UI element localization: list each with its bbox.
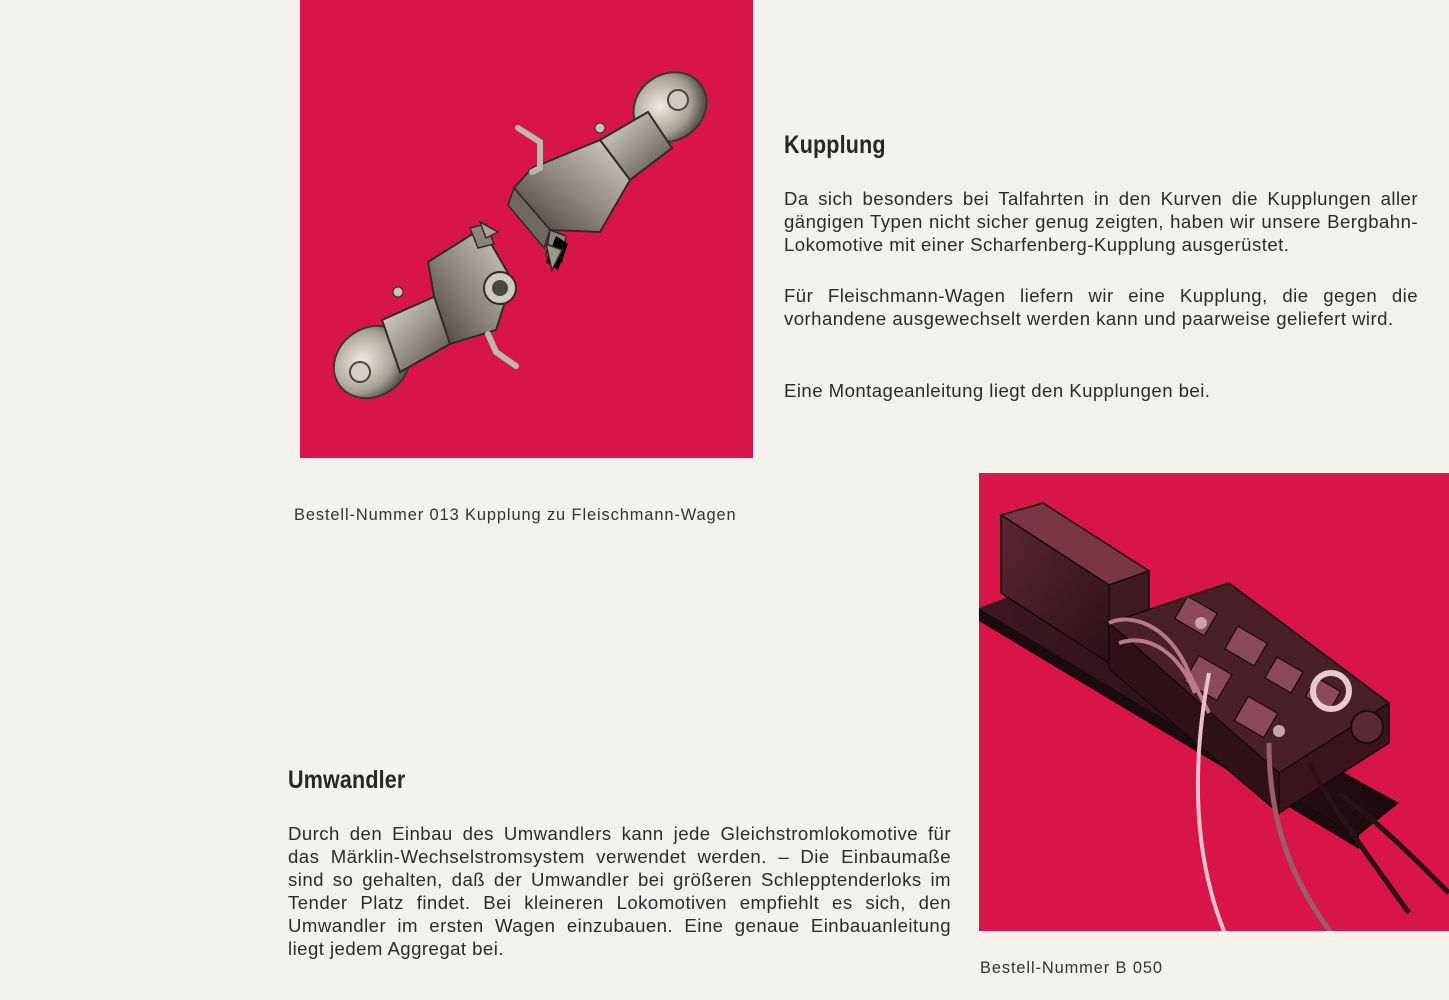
umwandler-heading: Umwandler: [288, 766, 406, 794]
kupplung-paragraph-1: Da sich besonders bei Talfahrten in den Kurven die Kupplungen aller gängigen Typen nicht sicher genug zeigten, haben wir unsere Bergbahn-Lokomotive mit einer Scharfenberg-Kupplung ausgerüstet.: [784, 188, 1418, 255]
converter-photo: [979, 473, 1449, 931]
kupplung-paragraph-2: Für Fleischmann-Wagen liefern wir eine Kupplung, die gegen die vorhandene ausgewechselt werden kann und paarweise geliefert wird.: [784, 285, 1418, 329]
coupling-illustration: [300, 0, 753, 458]
coupling-photo: [300, 0, 753, 458]
converter-illustration: [979, 473, 1449, 931]
kupplung-heading: Kupplung: [784, 131, 886, 159]
kupplung-paragraph-3: Eine Montageanleitung liegt den Kupplungen bei.: [784, 380, 1211, 401]
converter-order-caption: Bestell-Nummer B 050: [980, 959, 1163, 977]
coupling-order-caption: Bestell-Nummer 013 Kupplung zu Fleischmann-Wagen: [294, 506, 737, 524]
umwandler-paragraph-1: Durch den Einbau des Umwandlers kann jede Gleichstromlokomotive für das Märklin-Wechselstromsystem verwendet werden. – Die Einbaumaße sind so gehalten, daß der Umwandler bei größeren Schlepptenderloks im Tender Platz findet. Bei kleineren Lokomotiven empfiehlt es sich, den Umwandler im ersten Wagen einzubauen. Eine genaue Einbauanleitung liegt jedem Aggregat bei.: [288, 823, 951, 959]
